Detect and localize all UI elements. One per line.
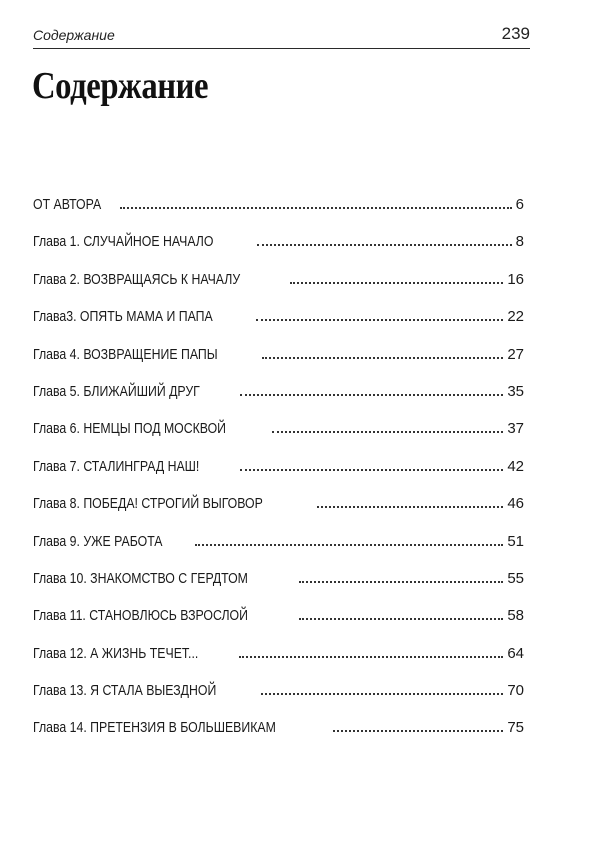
toc-entry-page: 8 [515,233,524,251]
toc-entry [33,196,524,233]
toc-entry-page: 70 [507,682,524,700]
dot-leader [240,469,503,471]
toc-entry-title: Глава 12. А ЖИЗНЬ ТЕЧЕТ... [33,644,199,662]
toc-entry-title: Глава 13. Я СТАЛА ВЫЕЗДНОЙ [33,682,217,700]
toc-entry-page: 22 [507,308,524,326]
page-number: 239 [501,24,530,43]
toc-entry-page: 75 [507,719,524,737]
dot-leader [239,656,504,658]
toc-entry-title: Глава 11. СТАНОВЛЮСЬ ВЗРОСЛОЙ [33,607,248,625]
toc-entry-title: Глава 1. СЛУЧАЙНОЕ НАЧАЛО [33,233,214,251]
toc-entry-title: Глава3. ОПЯТЬ МАМА И ПАПА [33,308,213,326]
toc-entry [33,533,524,570]
toc-entry-title: Глава 2. ВОЗВРАЩАЯСЬ К НАЧАЛУ [33,270,241,288]
toc-entry [33,233,524,270]
running-header [33,22,530,49]
dot-leader [257,244,512,246]
toc-entry [33,458,524,495]
toc-entry-page: 51 [507,532,524,550]
dot-leader [299,618,503,620]
toc-entry-title: Глава 7. СТАЛИНГРАД НАШ! [33,457,200,475]
toc-entry [33,645,524,682]
table-of-contents [33,196,524,757]
toc-entry-page: 37 [507,420,524,438]
toc-entry [33,570,524,607]
dot-leader [290,282,504,284]
toc-entry-title: Глава 10. ЗНАКОМСТВО С ГЕРДТОМ [33,569,248,587]
toc-entry-page: 55 [507,569,524,587]
toc-entry [33,420,524,457]
toc-entry [33,346,524,383]
page-title: Содержание [32,65,209,107]
toc-entry [33,719,524,756]
toc-entry-title: Глава 8. ПОБЕДА! СТРОГИЙ ВЫГОВОР [33,495,263,513]
toc-entry [33,682,524,719]
toc-entry [33,308,524,345]
toc-entry-title: ОТ АВТОРА [33,196,102,213]
dot-leader [261,693,504,695]
dot-leader [240,394,503,396]
dot-leader [333,730,503,732]
dot-leader [299,581,503,583]
toc-entry [33,383,524,420]
toc-entry [33,495,524,532]
dot-leader [317,506,503,508]
toc-entry-page: 35 [507,382,524,400]
toc-entry-page: 27 [507,345,524,363]
toc-entry-page: 64 [507,644,524,662]
running-title: Содержание [33,27,115,43]
toc-entry-page: 6 [515,196,524,213]
toc-entry-page: 46 [507,495,524,513]
toc-entry-title: Глава 4. ВОЗВРАЩЕНИЕ ПАПЫ [33,345,218,363]
toc-entry-title: Глава 14. ПРЕТЕНЗИЯ В БОЛЬШЕВИКАМ [33,719,276,737]
toc-entry-title: Глава 5. БЛИЖАЙШИЙ ДРУГ [33,382,200,400]
toc-entry-page: 16 [507,270,524,288]
toc-entry-page: 42 [507,457,524,475]
toc-entry-title: Глава 6. НЕМЦЫ ПОД МОСКВОЙ [33,420,227,438]
dot-leader [256,319,503,321]
toc-entry [33,271,524,308]
toc-entry-title: Глава 9. УЖЕ РАБОТА [33,532,163,550]
dot-leader [195,544,503,546]
dot-leader [120,207,511,209]
toc-entry-page: 58 [507,607,524,625]
dot-leader [262,357,503,359]
dot-leader [272,431,503,433]
toc-entry [33,607,524,644]
